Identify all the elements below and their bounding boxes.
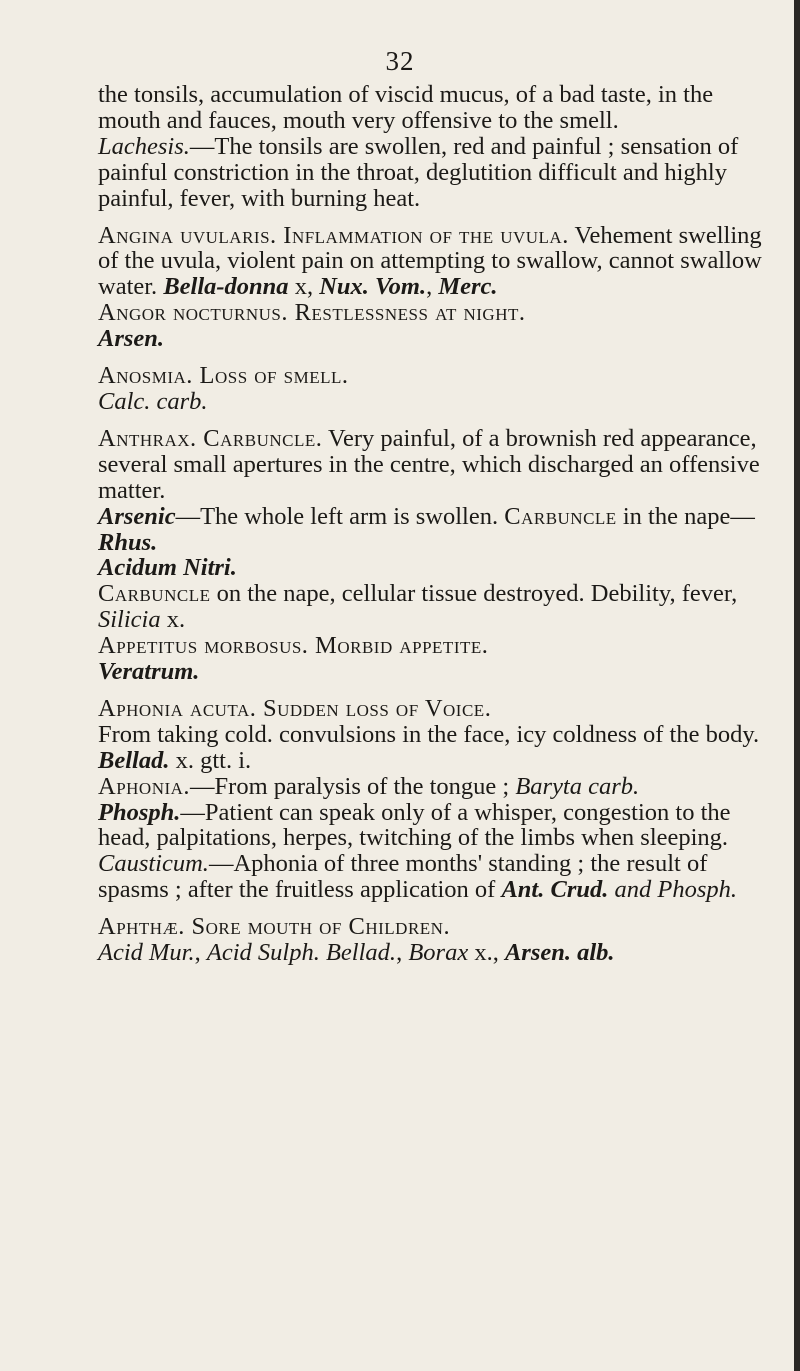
paragraph: [98, 659, 764, 685]
paragraph: [98, 914, 764, 940]
paragraph: [98, 326, 764, 352]
paragraph: [98, 300, 764, 326]
text-run: Bellad.: [98, 746, 170, 774]
paragraph: [98, 389, 764, 415]
text-run: Carbuncle: [504, 502, 617, 530]
paragraph: [98, 696, 764, 722]
text-run: Silicia: [98, 606, 161, 634]
text-run: the tonsils, accumulation of viscid mucus, of a bad taste, in the mouth and fauces, mouth very offensive to the smell.: [98, 81, 714, 134]
paragraph: [98, 134, 764, 212]
paragraph: [98, 581, 764, 633]
paragraph: [98, 722, 764, 774]
text-run: Aphonia.: [98, 772, 191, 800]
text-run: Anosmia. Loss of smell.: [98, 362, 349, 390]
body-text: [98, 82, 764, 966]
text-run: —The tonsils are swollen, red and painful ; sensation of painful constriction in the throat, deglutition difficult and highly painful, fever, with burning heat.: [98, 132, 739, 212]
text-run: Angor nocturnus. Restlessness at night.: [98, 299, 526, 327]
paragraph: [98, 851, 764, 903]
text-run: Nux. Vom.: [319, 273, 427, 301]
text-run: Lachesis.: [98, 132, 190, 160]
text-run: —Aphonia of three months' standing ; the result of spasms ; after the fruitless application of: [98, 850, 708, 904]
text-run: —From paralysis of the tongue ;: [190, 772, 516, 800]
page-number: 32: [385, 46, 415, 76]
paragraph: [98, 504, 764, 556]
text-run: ,: [396, 939, 409, 967]
text-run: —The whole left arm is swollen.: [175, 502, 505, 530]
text-run: in the nape—: [616, 502, 755, 530]
text-run: Bellad.: [325, 939, 397, 967]
text-run: Baryta carb.: [515, 772, 640, 800]
text-run: —Patient can speak only of a whisper, congestion to the head, palpitations, herpes, twitching of the limbs when sleeping.: [98, 798, 731, 852]
text-run: x.,: [468, 939, 505, 967]
text-run: on the nape, cellular tissue destroyed. Debility, fever,: [210, 580, 738, 608]
text-run: Ant. Crud.: [501, 876, 609, 904]
paragraph: [98, 82, 764, 134]
text-run: Acid Sulph.: [206, 939, 320, 967]
text-run: and Phosph.: [614, 876, 737, 904]
paragraph: [98, 774, 764, 800]
text-run: Merc.: [438, 273, 498, 301]
text-run: ,: [426, 273, 439, 301]
text-run: Causticum.: [98, 850, 209, 878]
text-run: Arsen. alb.: [504, 939, 615, 967]
paragraph: [98, 633, 764, 659]
paragraph: [98, 223, 764, 301]
text-run: Aphthæ. Sore mouth of Children.: [98, 913, 451, 941]
page-edge-shadow: [794, 0, 800, 1371]
text-run: Borax: [408, 939, 469, 967]
text-run: From taking cold. convulsions in the face, icy coldness of the body.: [98, 720, 760, 748]
text-run: Appetitus morbosus. Morbid appetite.: [98, 632, 489, 660]
text-run: x.: [160, 606, 186, 634]
text-run: Acidum Nitri.: [98, 554, 237, 582]
text-run: Vehement swelling of the uvula, violent pain on attempting to swallow, cannot swallow water.: [98, 221, 762, 301]
text-run: Phosph.: [98, 798, 181, 826]
paragraph: [98, 555, 764, 581]
text-run: Very painful, of a brownish red appearance, several small apertures in the centre, which discharged an offensive matter.: [98, 424, 760, 504]
text-run: x,: [288, 273, 320, 301]
text-run: Angina uvularis. Inflammation of the uvula.: [98, 221, 569, 249]
paragraph: [98, 940, 764, 966]
text-run: Arsen.: [98, 325, 165, 353]
text-run: Calc. carb.: [98, 387, 208, 415]
text-run: Bella-donna: [163, 273, 289, 301]
paragraph: [98, 426, 764, 504]
paragraph: [98, 800, 764, 852]
text-run: Aphonia acuta. Sudden loss of Voice.: [98, 694, 492, 722]
text-run: Arsenic: [98, 502, 176, 530]
text-run: Carbuncle: [98, 580, 211, 608]
paragraph: [98, 363, 764, 389]
text-run: Veratrum.: [98, 658, 200, 686]
text-run: Acid Mur.: [98, 939, 195, 967]
text-run: x. gtt. i.: [169, 746, 252, 774]
text-run: Rhus.: [98, 528, 158, 556]
text-run: ,: [194, 939, 207, 967]
text-run: Anthrax. Carbuncle.: [98, 424, 323, 452]
